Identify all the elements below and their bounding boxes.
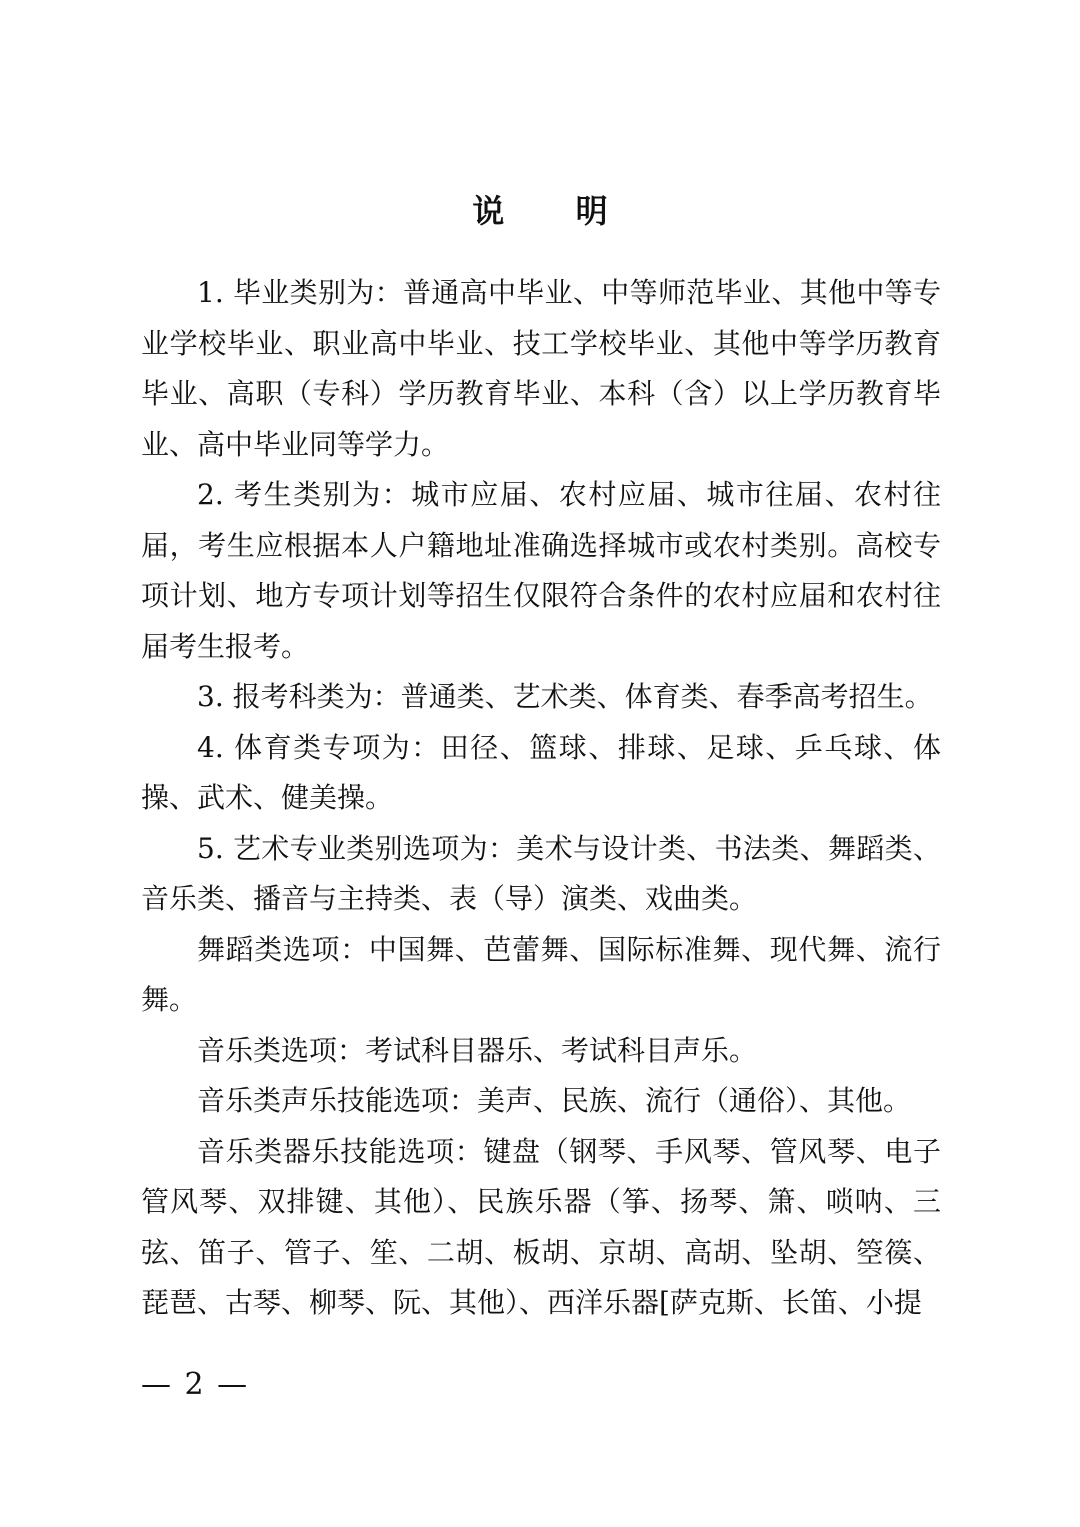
paragraph-art-categories: 5. 艺术专业类别选项为：美术与设计类、书法类、舞蹈类、音乐类、播音与主持类、表（导）演类、戏曲类。 xyxy=(141,831,941,915)
paragraph-candidate-types: 2. 考生类别为：城市应届、农村应届、城市往届、农村往届，考生应根据本人户籍地址准确选择城市或农村类别。高校专项计划、地方专项计划等招生仅限符合条件的农村应届和农村往届考生报考。 xyxy=(141,478,941,663)
paragraph-dance-options: 舞蹈类选项：中国舞、芭蕾舞、国际标准舞、现代舞、流行舞。 xyxy=(141,932,941,1016)
paragraph-sports-specialties: 4. 体育类专项为：田径、篮球、排球、足球、乒乓球、体操、武术、健美操。 xyxy=(141,730,941,814)
paragraph-music-options: 音乐类选项：考试科目器乐、考试科目声乐。 xyxy=(197,1033,758,1067)
page-title: 说 明 xyxy=(472,192,638,230)
paragraph-vocal-options: 音乐类声乐技能选项：美声、民族、流行（通俗）、其他。 xyxy=(197,1084,912,1117)
paragraph-graduation-types: 1. 毕业类别为：普通高中毕业、中等师范毕业、其他中等专业学校毕业、职业高中毕业、技工学校毕业、其他中等学历教育毕业、高职（专科）学历教育毕业、本科（含）以上学历教育毕业、高中毕业同等学力。 xyxy=(141,276,941,461)
document-body xyxy=(141,268,941,1329)
page-number: — 2 — xyxy=(141,1367,250,1402)
paragraph-exam-categories: 3. 报考科类为：普通类、艺术类、体育类、春季高考招生。 xyxy=(197,680,933,713)
paragraph-instrument-options: 音乐类器乐技能选项：键盘（钢琴、手风琴、管风琴、电子管风琴、双排键、其他）、民族乐器（筝、扬琴、箫、唢呐、三弦、笛子、管子、笙、二胡、板胡、京胡、高胡、坠胡、箜篌、琵琶、古琴、柳琴、阮、其他）、西洋乐器[萨克斯、长笛、小提 xyxy=(141,1134,941,1319)
